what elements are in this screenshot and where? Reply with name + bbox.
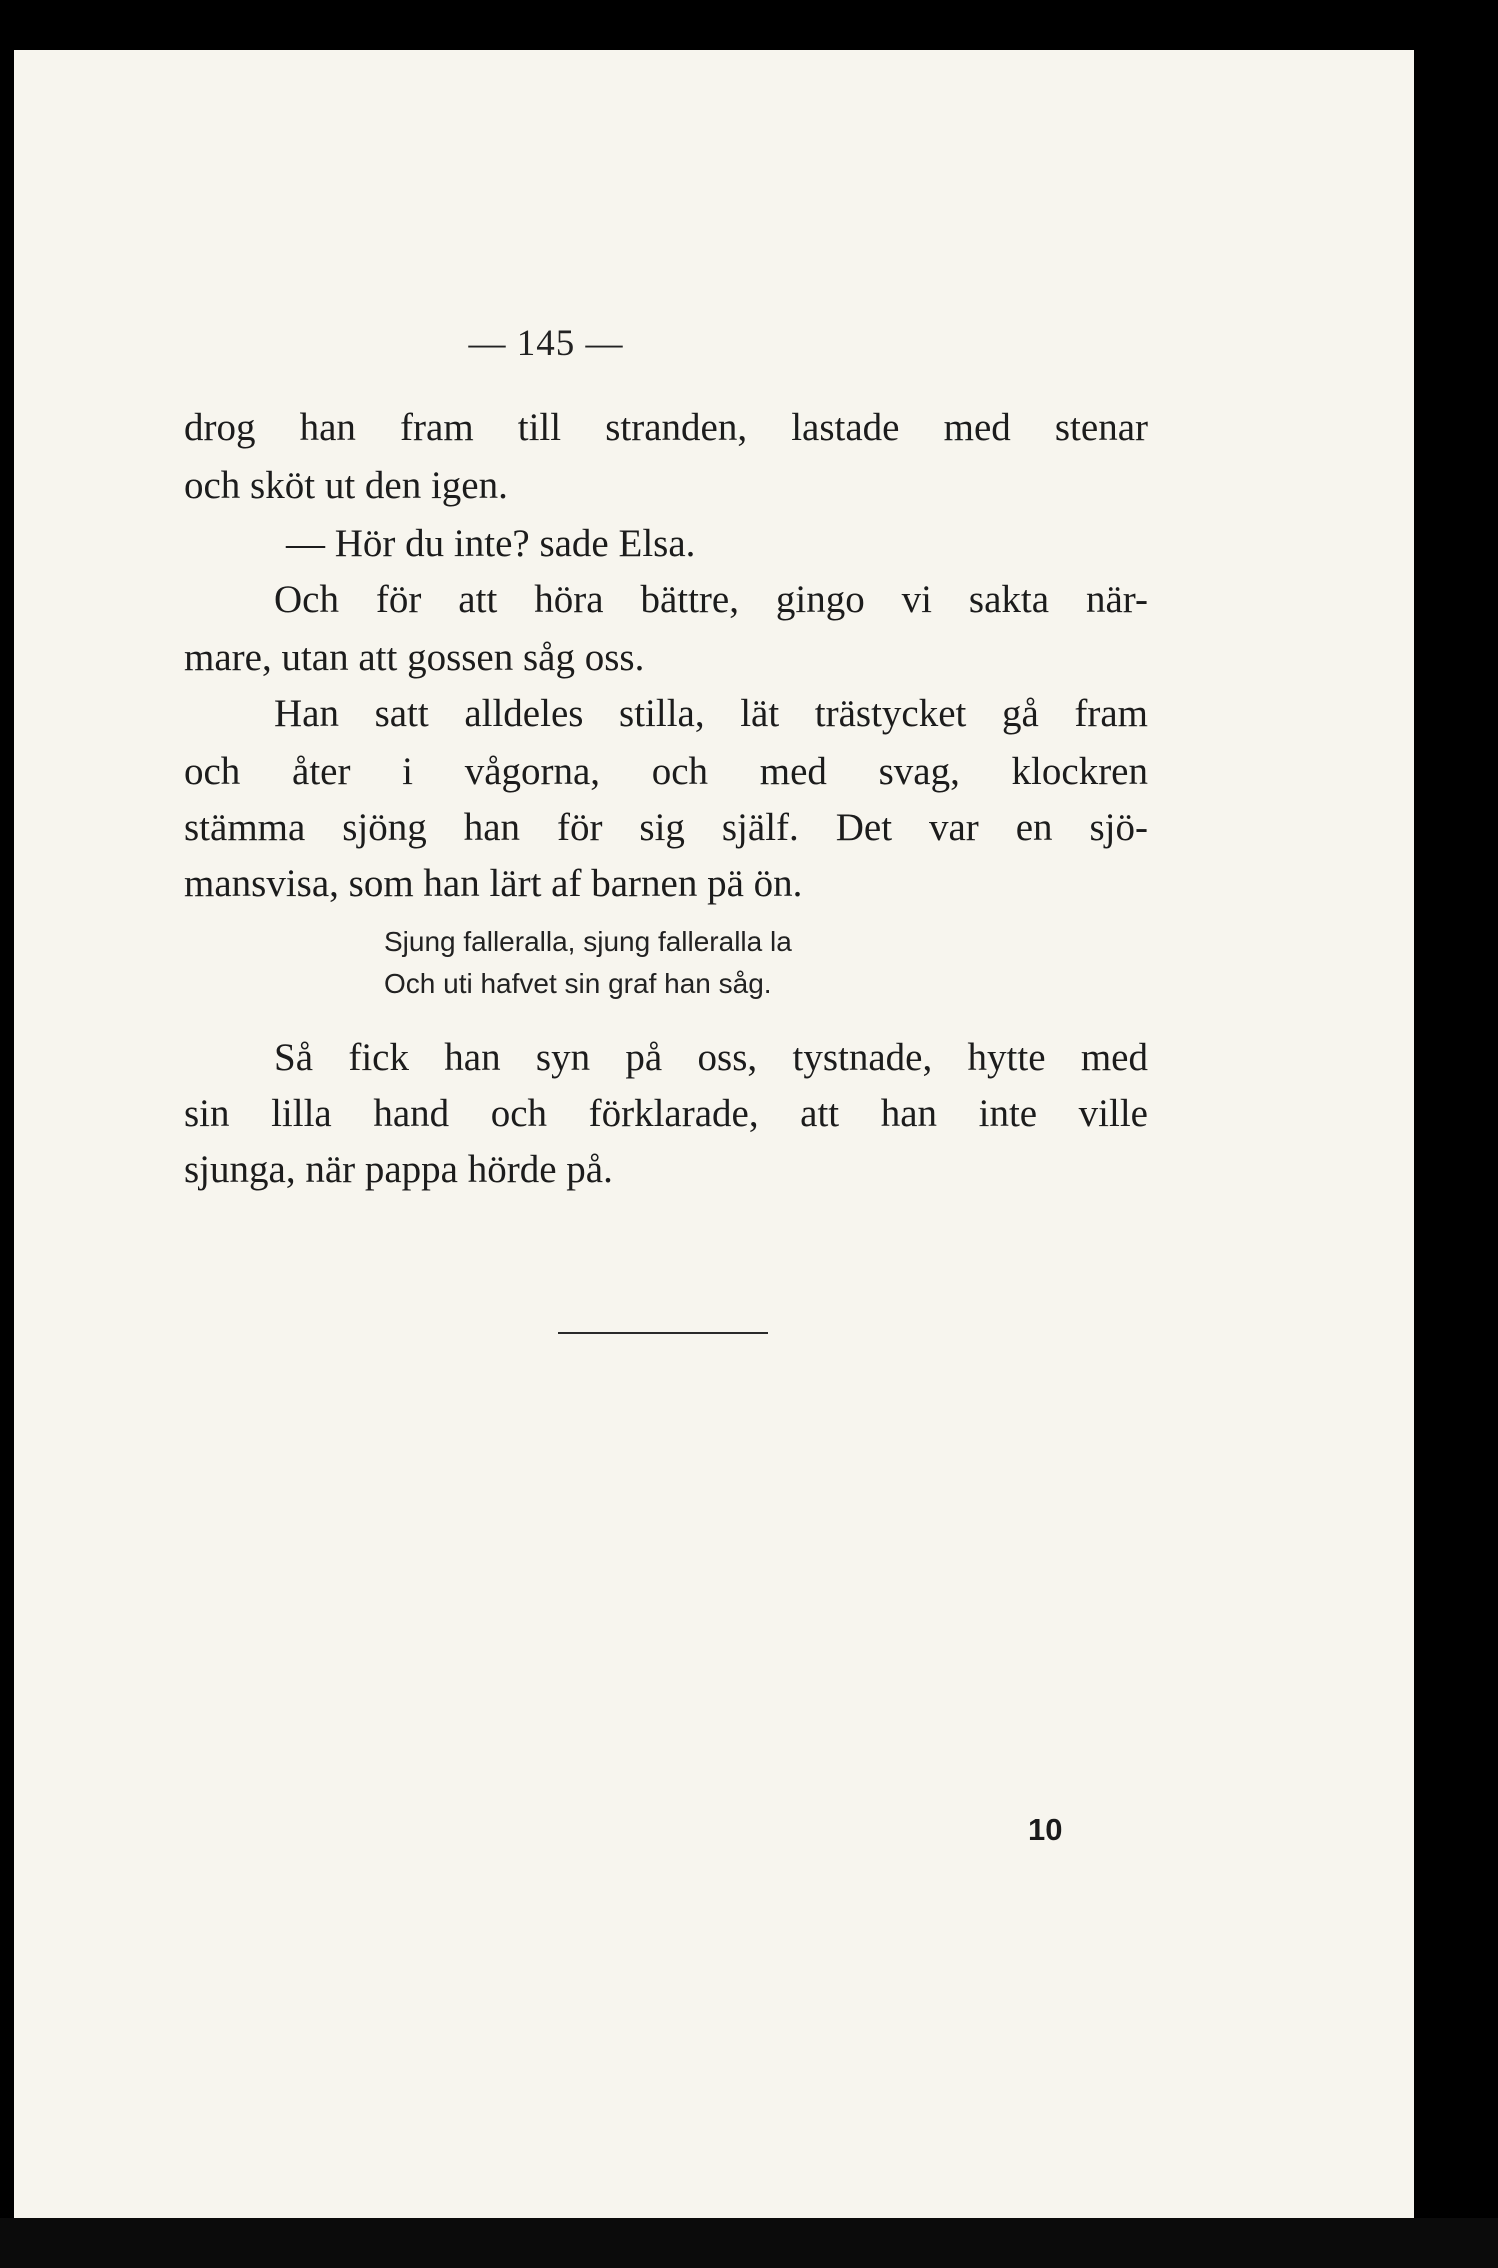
text-line: mansvisa, som han lärt af barnen pä ön. — [184, 862, 803, 905]
book-page — [14, 50, 1414, 2228]
page-edge-shadow — [0, 2218, 1498, 2268]
text-line: sin lilla hand och förklarade, att han inte ville — [184, 1092, 1148, 1135]
text-line: mare, utan att gossen såg oss. — [184, 636, 645, 679]
text-line: Han satt alldeles stilla, lät trästycket gå fram — [274, 692, 1148, 735]
text-line: sjunga, när pappa hörde på. — [184, 1148, 613, 1191]
text-line: Och för att höra bättre, gingo vi sakta när- — [274, 578, 1148, 621]
text-line: stämma sjöng han för sig själf. Det var en sjö- — [184, 806, 1148, 849]
section-divider — [558, 1332, 768, 1334]
text-line: och sköt ut den igen. — [184, 464, 508, 507]
text-line: och åter i vågorna, och med svag, klockren — [184, 750, 1148, 793]
verse-line: Och uti hafvet sin graf han såg. — [384, 968, 772, 999]
verse-line: Sjung falleralla, sjung falleralla la — [384, 926, 792, 957]
text-line: — Hör du inte? sade Elsa. — [286, 522, 696, 565]
signature-mark: 10 — [1028, 1812, 1063, 1847]
text-line: Så fick han syn på oss, tystnade, hytte med — [274, 1036, 1148, 1079]
text-line: drog han fram till stranden, lastade med stenar — [184, 406, 1148, 449]
page-number-header: — 145 — — [468, 323, 624, 364]
